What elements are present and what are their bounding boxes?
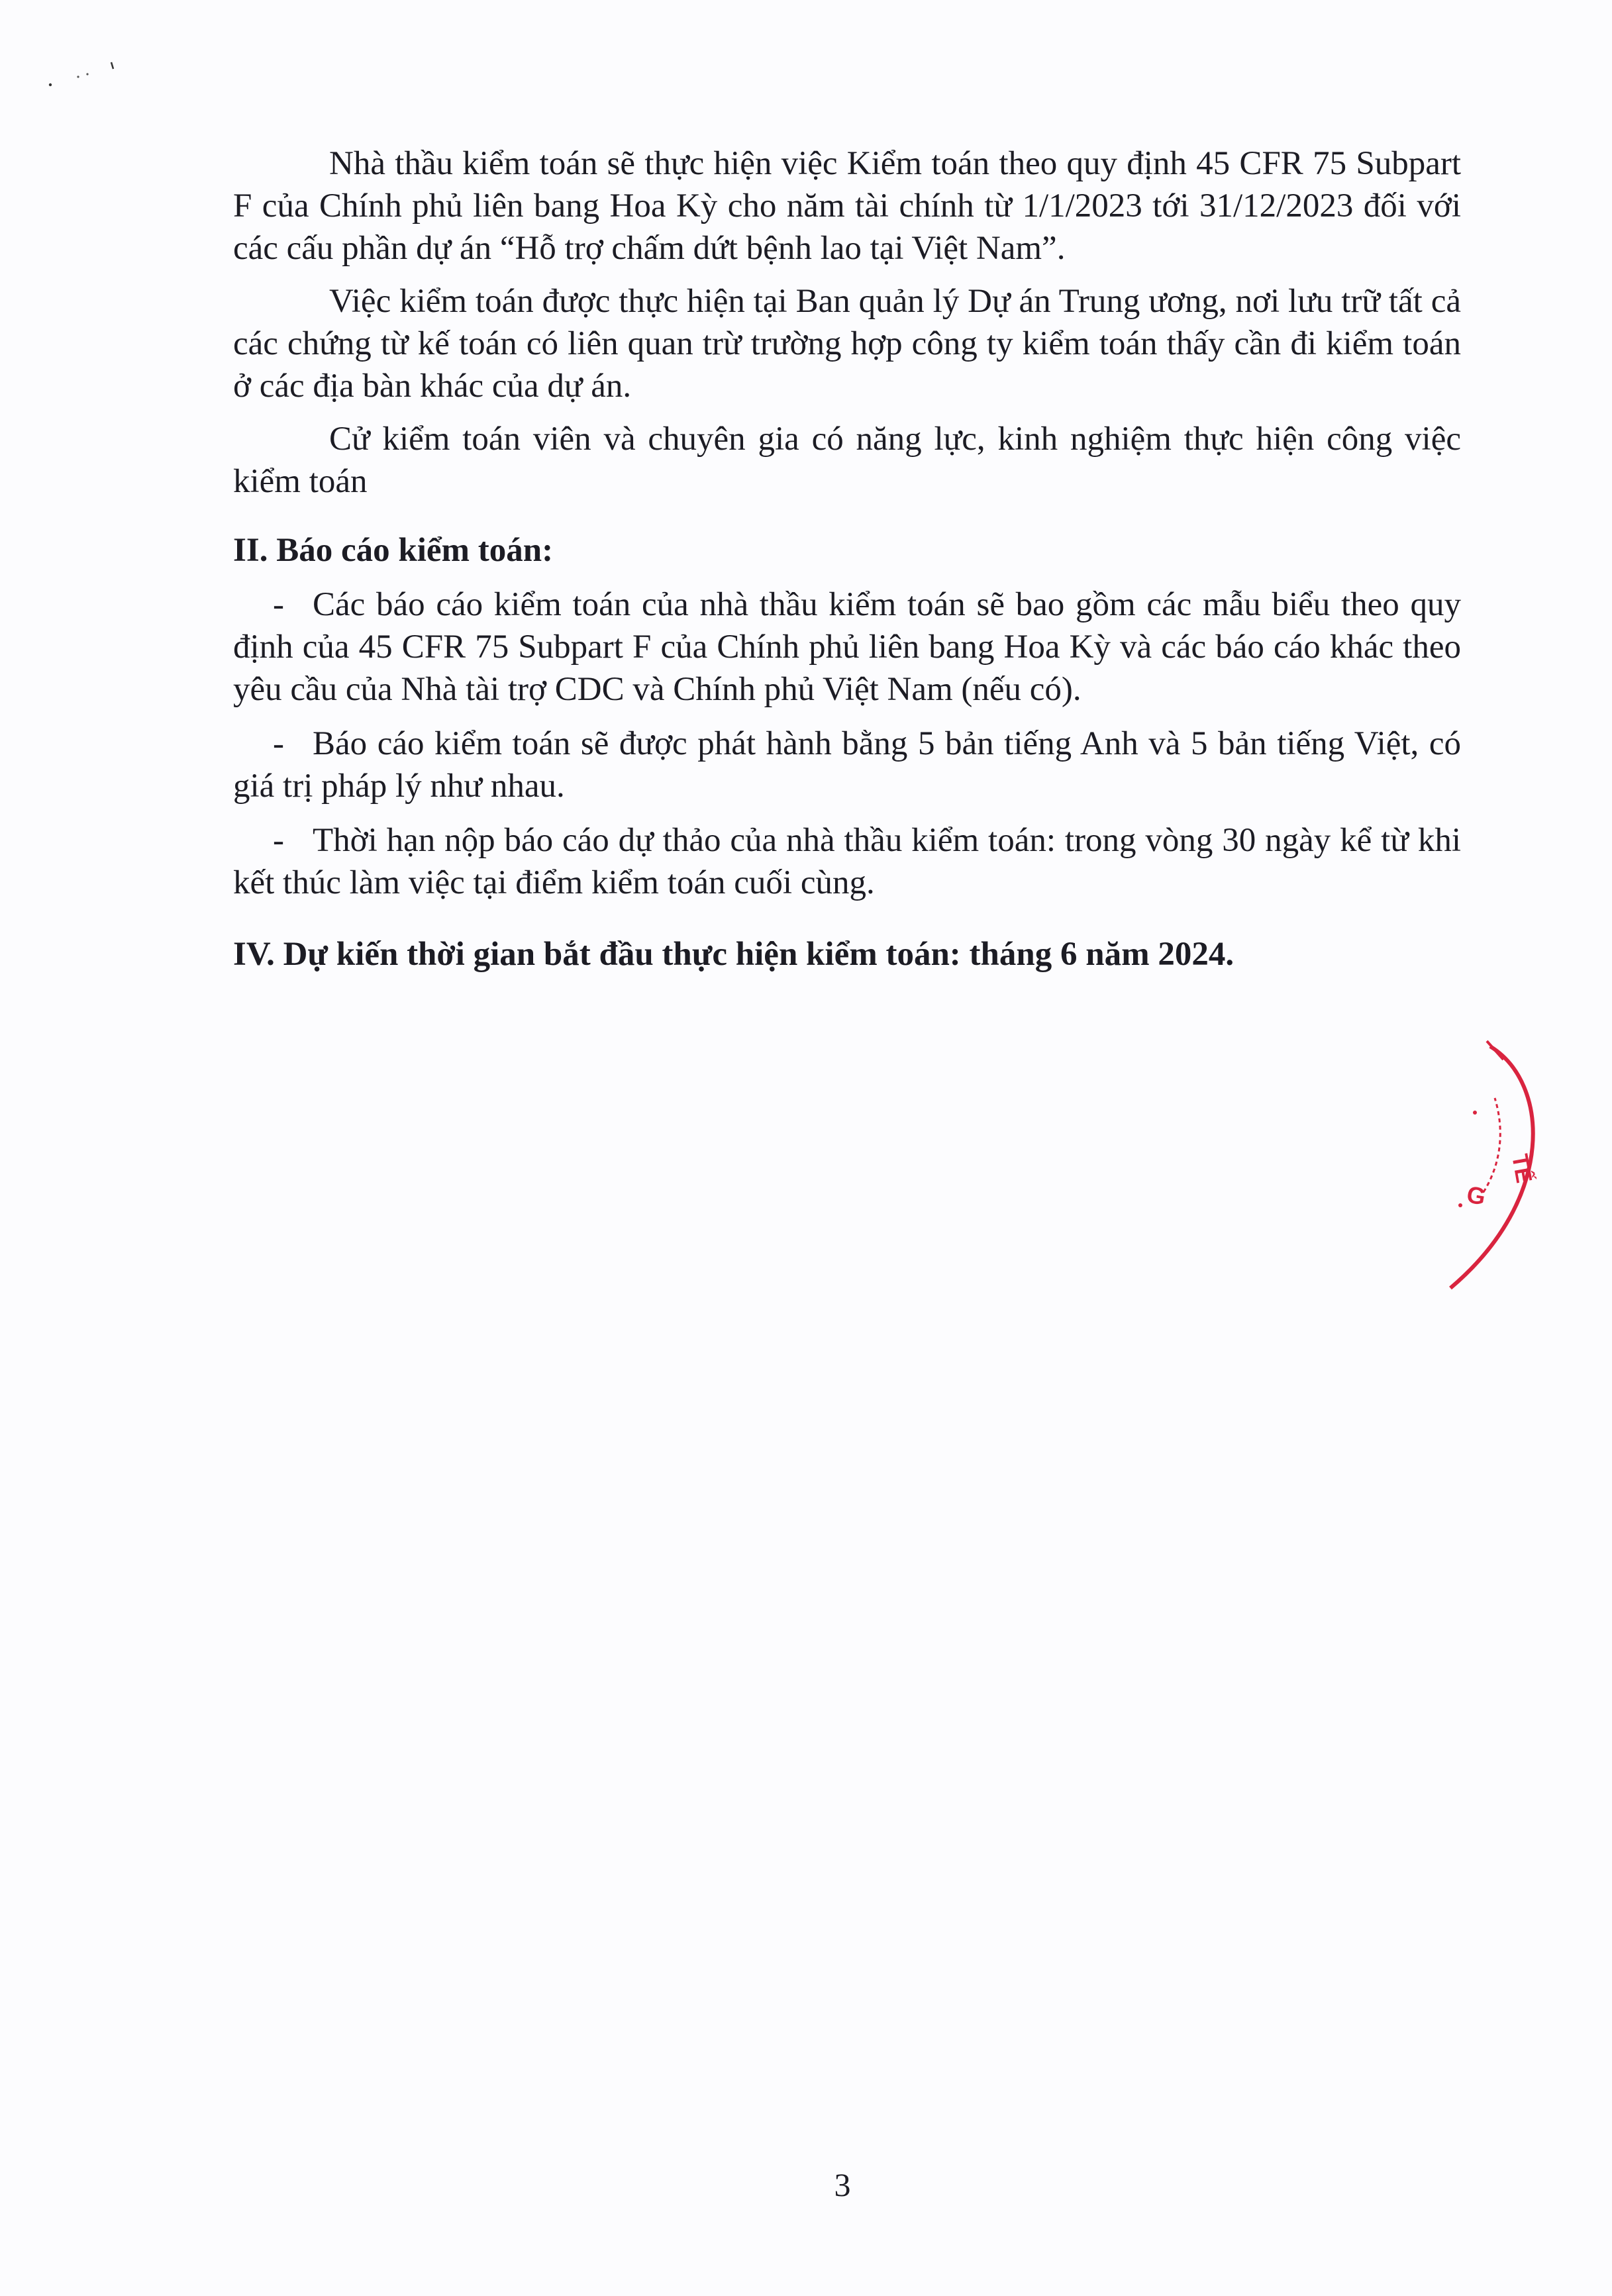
bullet-report-contents — [233, 583, 1461, 711]
document-body — [233, 142, 1461, 987]
bullet-text: Báo cáo kiểm toán sẽ được phát hành bằng 5 bản tiếng Anh và 5 bản tiếng Việt, có giá trị pháp lý như nhau. — [233, 725, 1461, 805]
bullet-dash: - — [273, 822, 284, 859]
bullet-report-copies — [233, 723, 1461, 807]
section-ii-heading: II. Báo cáo kiểm toán: — [233, 532, 554, 569]
bullet-dash: - — [273, 586, 284, 623]
svg-text:TẾ: TẾ — [1507, 1152, 1537, 1185]
page-number: 3 — [834, 2166, 851, 2203]
paragraph-audit-scope: Nhà thầu kiểm toán sẽ thực hiện việc Kiểm toán theo quy định 45 CFR 75 Subpart F của Chính phủ liên bang Hoa Kỳ cho năm tài chính từ 1/1/2023 tới 31/12/2023 đối với các cấu phần dự án “Hỗ trợ chấm dứt bệnh lao tại Việt Nam”. — [233, 145, 1461, 267]
scan-artifact-marks — [46, 58, 119, 91]
paragraph-audit-location: Việc kiểm toán được thực hiện tại Ban quản lý Dự án Trung ương, nơi lưu trữ tất cả các chứng từ kế toán có liên quan trừ trường hợp công ty kiểm toán thấy cần đi kiểm toán ở các địa bàn khác của dự án. — [233, 283, 1461, 405]
paragraph-auditor-assignment: Cử kiểm toán viên và chuyên gia có năng lực, kinh nghiệm thực hiện công việc kiểm toán — [233, 421, 1461, 500]
section-iv-heading: IV. Dự kiến thời gian bắt đầu thực hiện kiểm toán: tháng 6 năm 2024. — [233, 936, 1234, 973]
bullet-text: Thời hạn nộp báo cáo dự thảo của nhà thầu kiểm toán: trong vòng 30 ngày kể từ khi kết thúc làm việc tại điểm kiểm toán cuối cùng. — [233, 822, 1461, 901]
bullet-text: Các báo cáo kiểm toán của nhà thầu kiểm toán sẽ bao gồm các mẫu biểu theo quy định của 45 CFR 75 Subpart F của Chính phủ liên bang Hoa Kỳ và các báo cáo khác theo yêu cầu của Nhà tài trợ CDC và Chính phủ Việt Nam (nếu có). — [233, 586, 1461, 708]
red-seal-stamp — [1434, 1033, 1566, 1298]
svg-text:G: G — [1464, 1180, 1488, 1211]
bullet-dash: - — [273, 725, 284, 762]
bullet-draft-deadline — [233, 819, 1461, 904]
